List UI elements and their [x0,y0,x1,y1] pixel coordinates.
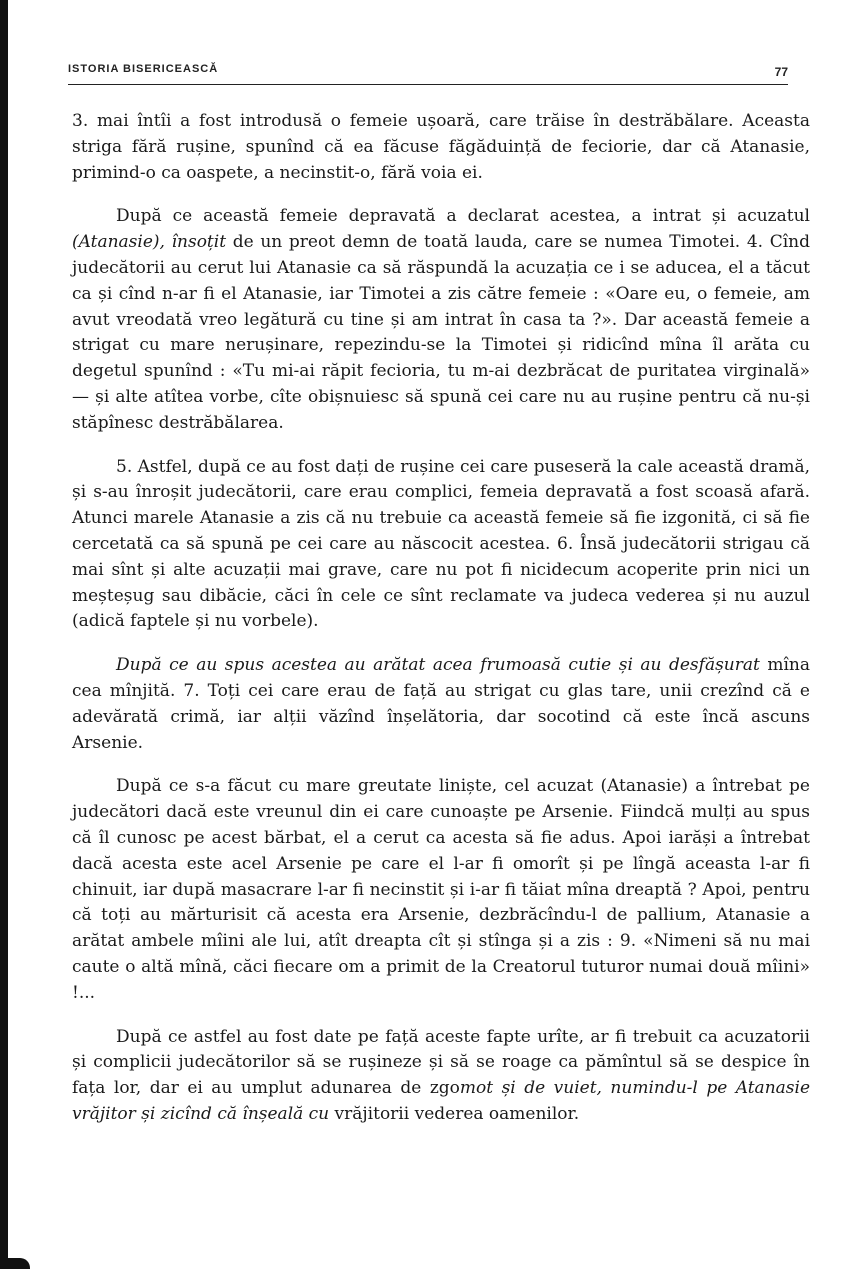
paragraph-2 [72,204,810,436]
paragraph-5-text: După ce s-a făcut cu mare greutate liniște, cel acuzat (Atanasie) a întrebat pe judecători dacă este vreunul din ei care cunoaște pe Arsenie. Fiindcă mulți au spus că îl cunosc pe acest bărbat, el a cerut ca acesta să fie adus. Apoi iarăși a întrebat dacă acesta este acel Arsenie pe care el l-ar fi omorît și pe lîngă aceasta l-ar fi chinuit, iar după masacrare l-ar fi necinstit și i-ar fi tăiat mîna dreaptă ? Apoi, pentru că toți au mărturisit că acesta era Arsenie, dezbrăcîndu-l de pallium, Atanasie a arătat ambele mîini ale lui, atît dreapta cît și stînga și a zis : 9. «Nimeni să nu mai caute o altă mînă, căci fiecare om a primit de la Creatorul tuturor numai două mîini» !... [72,776,810,1003]
page-body [72,109,810,1128]
paragraph-1-text: 3. mai întîi a fost introdusă o femeie ușoară, care trăise în destrăbălare. Aceasta striga fără rușine, spunînd că ea făcuse făgăduință de feciorie, dar că Atanasie, primind-o ca oaspete, a necinstit-o, fără voia ei. [72,111,810,183]
paragraph-5 [72,774,810,1006]
page-number: 77 [774,65,788,79]
paragraph-1 [72,109,810,186]
paragraph-3-text: 5. Astfel, după ce au fost dați de rușine cei care puseseră la cale această dramă, și s-au înroșit judecătorii, care erau complici, femeia depravată a fost scoasă afară. Atunci marele Atanasie a zis că nu trebuie ca această femeie să fie izgonită, ci să fie cercetată ca să spună pe cei care au născocit acestea. 6. Însă judecătorii strigau că mai sînt și alte acuzații mai grave, care nu pot fi nicidecum acoperite prin nici un meșteșug sau dibăcie, căci în cele ce sînt reclamate va judeca vederea și nu auzul (adică faptele și nu vorbele). [72,456,810,632]
running-title: ISTORIA BISERICEASCĂ [68,63,219,75]
paragraph-2-italic: (Atanasie), însoțit [72,232,227,253]
paragraph-6-italic: mot și de vuiet, numindu-l pe Atanasie vrăjitor și zicînd că înșeală cu [72,1078,811,1124]
paragraph-6-text-a: După ce astfel au fost date pe față aceste fapte urîte, ar fi trebuit ca acuzatorii și complicii judecătorilor să se rușineze și să se roage ca pămîntul să se despice în fața lor, dar ei au umplut adunarea de zgo [72,1026,810,1099]
paragraph-4-text-b: mîna cea mînjită. 7. Toți cei care erau de față au strigat cu glas tare, unii crezînd că e adevărată crimă, iar alții văzînd înșelătoria, dar socotind că este încă ascuns Arsenie. [72,655,811,753]
paragraph-2-text-a: După ce această femeie depravată a declarat acestea, a intrat și acuzatul [116,206,810,227]
paragraph-6-text-c: vrăjitorii vederea oamenilor. [329,1103,580,1124]
page-spine-foot [0,1258,30,1269]
paragraph-2-text-c: de un preot demn de toată lauda, care se numea Timotei. 4. Cînd judecătorii au cerut lui Atanasie ca să răspundă la acuzația ce i se aducea, el a tăcut ca și cînd n-ar fi el Atanasie, iar Timotei a zis către femeie : «Oare eu, o femeie, am avut vreodată vreo legătură cu tine și am intrat în casa ta ?». Dar această femeie a strigat cu mare nerușinare, repezindu-se la Timotei și ridicînd mîna îl arăta cu degetul spunînd : «Tu mi-ai răpit fecioria, tu m-ai dezbrăcat de puritatea virginală» — și alte atîtea vorbe, cîte obișnuiesc să spună cei care nu au rușine pentru că nu-și stăpînesc destrăbălarea. [72,232,810,433]
running-header [68,60,788,85]
paragraph-6 [72,1025,810,1128]
paragraph-3 [72,455,810,636]
paragraph-4 [72,653,810,756]
paragraph-4-italic: După ce au spus acestea au arătat acea frumoasă cutie și au desfășurat [116,655,760,676]
page-spine-edge [0,0,8,1269]
